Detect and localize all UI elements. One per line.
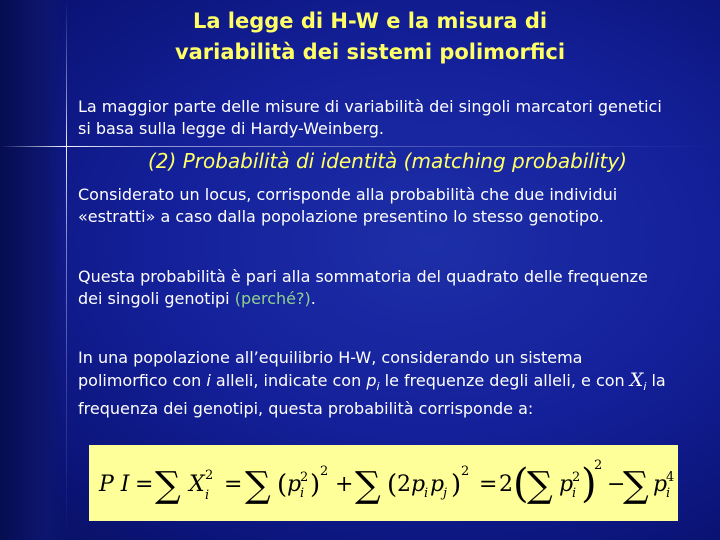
formula-p-5: p bbox=[653, 472, 668, 497]
formula-equals-3: = bbox=[479, 472, 498, 497]
sum-line-1: Questa probabilità è pari alla sommatoria del quadrato delle frequenze bbox=[78, 267, 648, 286]
hw-line-1: In una popolazione all’equilibrio H-W, considerando un sistema bbox=[78, 348, 583, 367]
hw-line-2-part-a: polimorfico con bbox=[78, 371, 207, 390]
hw-line-2 bbox=[78, 369, 718, 398]
paragraph-sum-of-squares bbox=[78, 266, 718, 310]
formula-lpar-1: ( bbox=[277, 470, 288, 500]
formula-rpar-2: ) bbox=[451, 470, 462, 500]
formula-p-1: p bbox=[287, 472, 302, 497]
title-line-2: variabilità dei sistemi polimorfici bbox=[174, 40, 566, 64]
formula-p-1-exp: 2 bbox=[300, 470, 309, 485]
hw-line-2-part-b: alleli, indicate con bbox=[210, 371, 367, 390]
formula-p-4-sub: i bbox=[572, 486, 577, 501]
formula-X-exp: 2 bbox=[205, 468, 214, 483]
variable-X: X bbox=[629, 369, 644, 391]
intro-line-2: si basa sulla legge di Hardy-Weinberg. bbox=[78, 119, 384, 138]
perche-link[interactable]: (perché?) bbox=[234, 289, 311, 308]
hw-line-2-part-c: le frequenze degli alleli, e con bbox=[379, 371, 630, 390]
sum-line-2 bbox=[78, 288, 718, 310]
subscript-i-2: i bbox=[643, 380, 647, 393]
formula-sum-1: ∑ bbox=[155, 465, 181, 506]
formula-equals-2: = bbox=[224, 472, 243, 497]
formula-outer-exp-1: 2 bbox=[320, 464, 329, 479]
formula-p-5-sub: i bbox=[666, 486, 671, 501]
formula-X: X bbox=[189, 472, 205, 497]
formula-p-4: p bbox=[559, 472, 574, 497]
subscript-i: i bbox=[376, 380, 380, 393]
formula-p-5-exp: 4 bbox=[666, 470, 675, 485]
variable-p: p bbox=[366, 371, 377, 390]
section-subtitle: (2) Probabilità di identità (matching probability) bbox=[148, 149, 627, 173]
hw-line-3: frequenza dei genotipi, questa probabilità corrisponde a: bbox=[78, 399, 534, 418]
formula-outer-exp-2: 2 bbox=[461, 464, 470, 479]
formula-lpar-2: ( bbox=[387, 470, 398, 500]
paragraph-definition bbox=[78, 184, 718, 228]
intro-line-1: La maggior parte delle misure di variabilità dei singoli marcatori genetici bbox=[78, 97, 662, 116]
formula-sum-3: ∑ bbox=[355, 465, 381, 506]
formula-p-1-sub: i bbox=[300, 486, 305, 501]
decor-horizontal-line bbox=[0, 146, 720, 147]
formula-plus: + bbox=[335, 472, 354, 497]
definition-line-2: «estratti» a caso dalla popolazione presentino lo stesso genotipo. bbox=[78, 207, 604, 226]
intro-paragraph bbox=[78, 96, 718, 140]
formula-big-exp: 2 bbox=[594, 458, 603, 473]
formula-coef-2: 2 bbox=[397, 472, 411, 497]
formula-big-rpar: ) bbox=[581, 461, 597, 507]
decor-vertical-line bbox=[66, 0, 67, 540]
formula-box bbox=[89, 445, 678, 521]
formula-p-2: p bbox=[411, 472, 426, 497]
formula-rpar-1: ) bbox=[310, 470, 321, 500]
formula-sum-4: ∑ bbox=[527, 465, 553, 506]
formula-minus: − bbox=[607, 472, 626, 497]
formula-sum-5: ∑ bbox=[623, 465, 649, 506]
formula-big-lpar: ( bbox=[513, 461, 529, 507]
formula-p-3-sub: j bbox=[443, 486, 448, 501]
formula-coef-2b: 2 bbox=[499, 472, 513, 497]
title-line-1: La legge di H-W e la misura di bbox=[192, 9, 548, 33]
slide-title bbox=[90, 6, 650, 68]
sum-line-2-period: . bbox=[310, 289, 316, 308]
left-decor-band bbox=[0, 0, 66, 540]
formula-p-3: p bbox=[430, 472, 445, 497]
paragraph-hw-equilibrium bbox=[78, 347, 718, 420]
formula-p-2-sub: i bbox=[424, 486, 429, 501]
formula-sum-2: ∑ bbox=[245, 465, 271, 506]
hw-line-2-part-d: la bbox=[646, 371, 666, 390]
formula-pi: P I bbox=[99, 472, 130, 497]
sum-line-2-text: dei singoli genotipi bbox=[78, 289, 235, 308]
definition-line-1: Considerato un locus, corrisponde alla probabilità che due individui bbox=[78, 185, 618, 204]
formula-equals-1: = bbox=[135, 472, 154, 497]
formula-X-sub: i bbox=[205, 488, 210, 503]
matching-probability-formula bbox=[89, 445, 678, 521]
variable-i: i bbox=[206, 371, 211, 390]
formula-p-4-exp: 2 bbox=[572, 470, 581, 485]
